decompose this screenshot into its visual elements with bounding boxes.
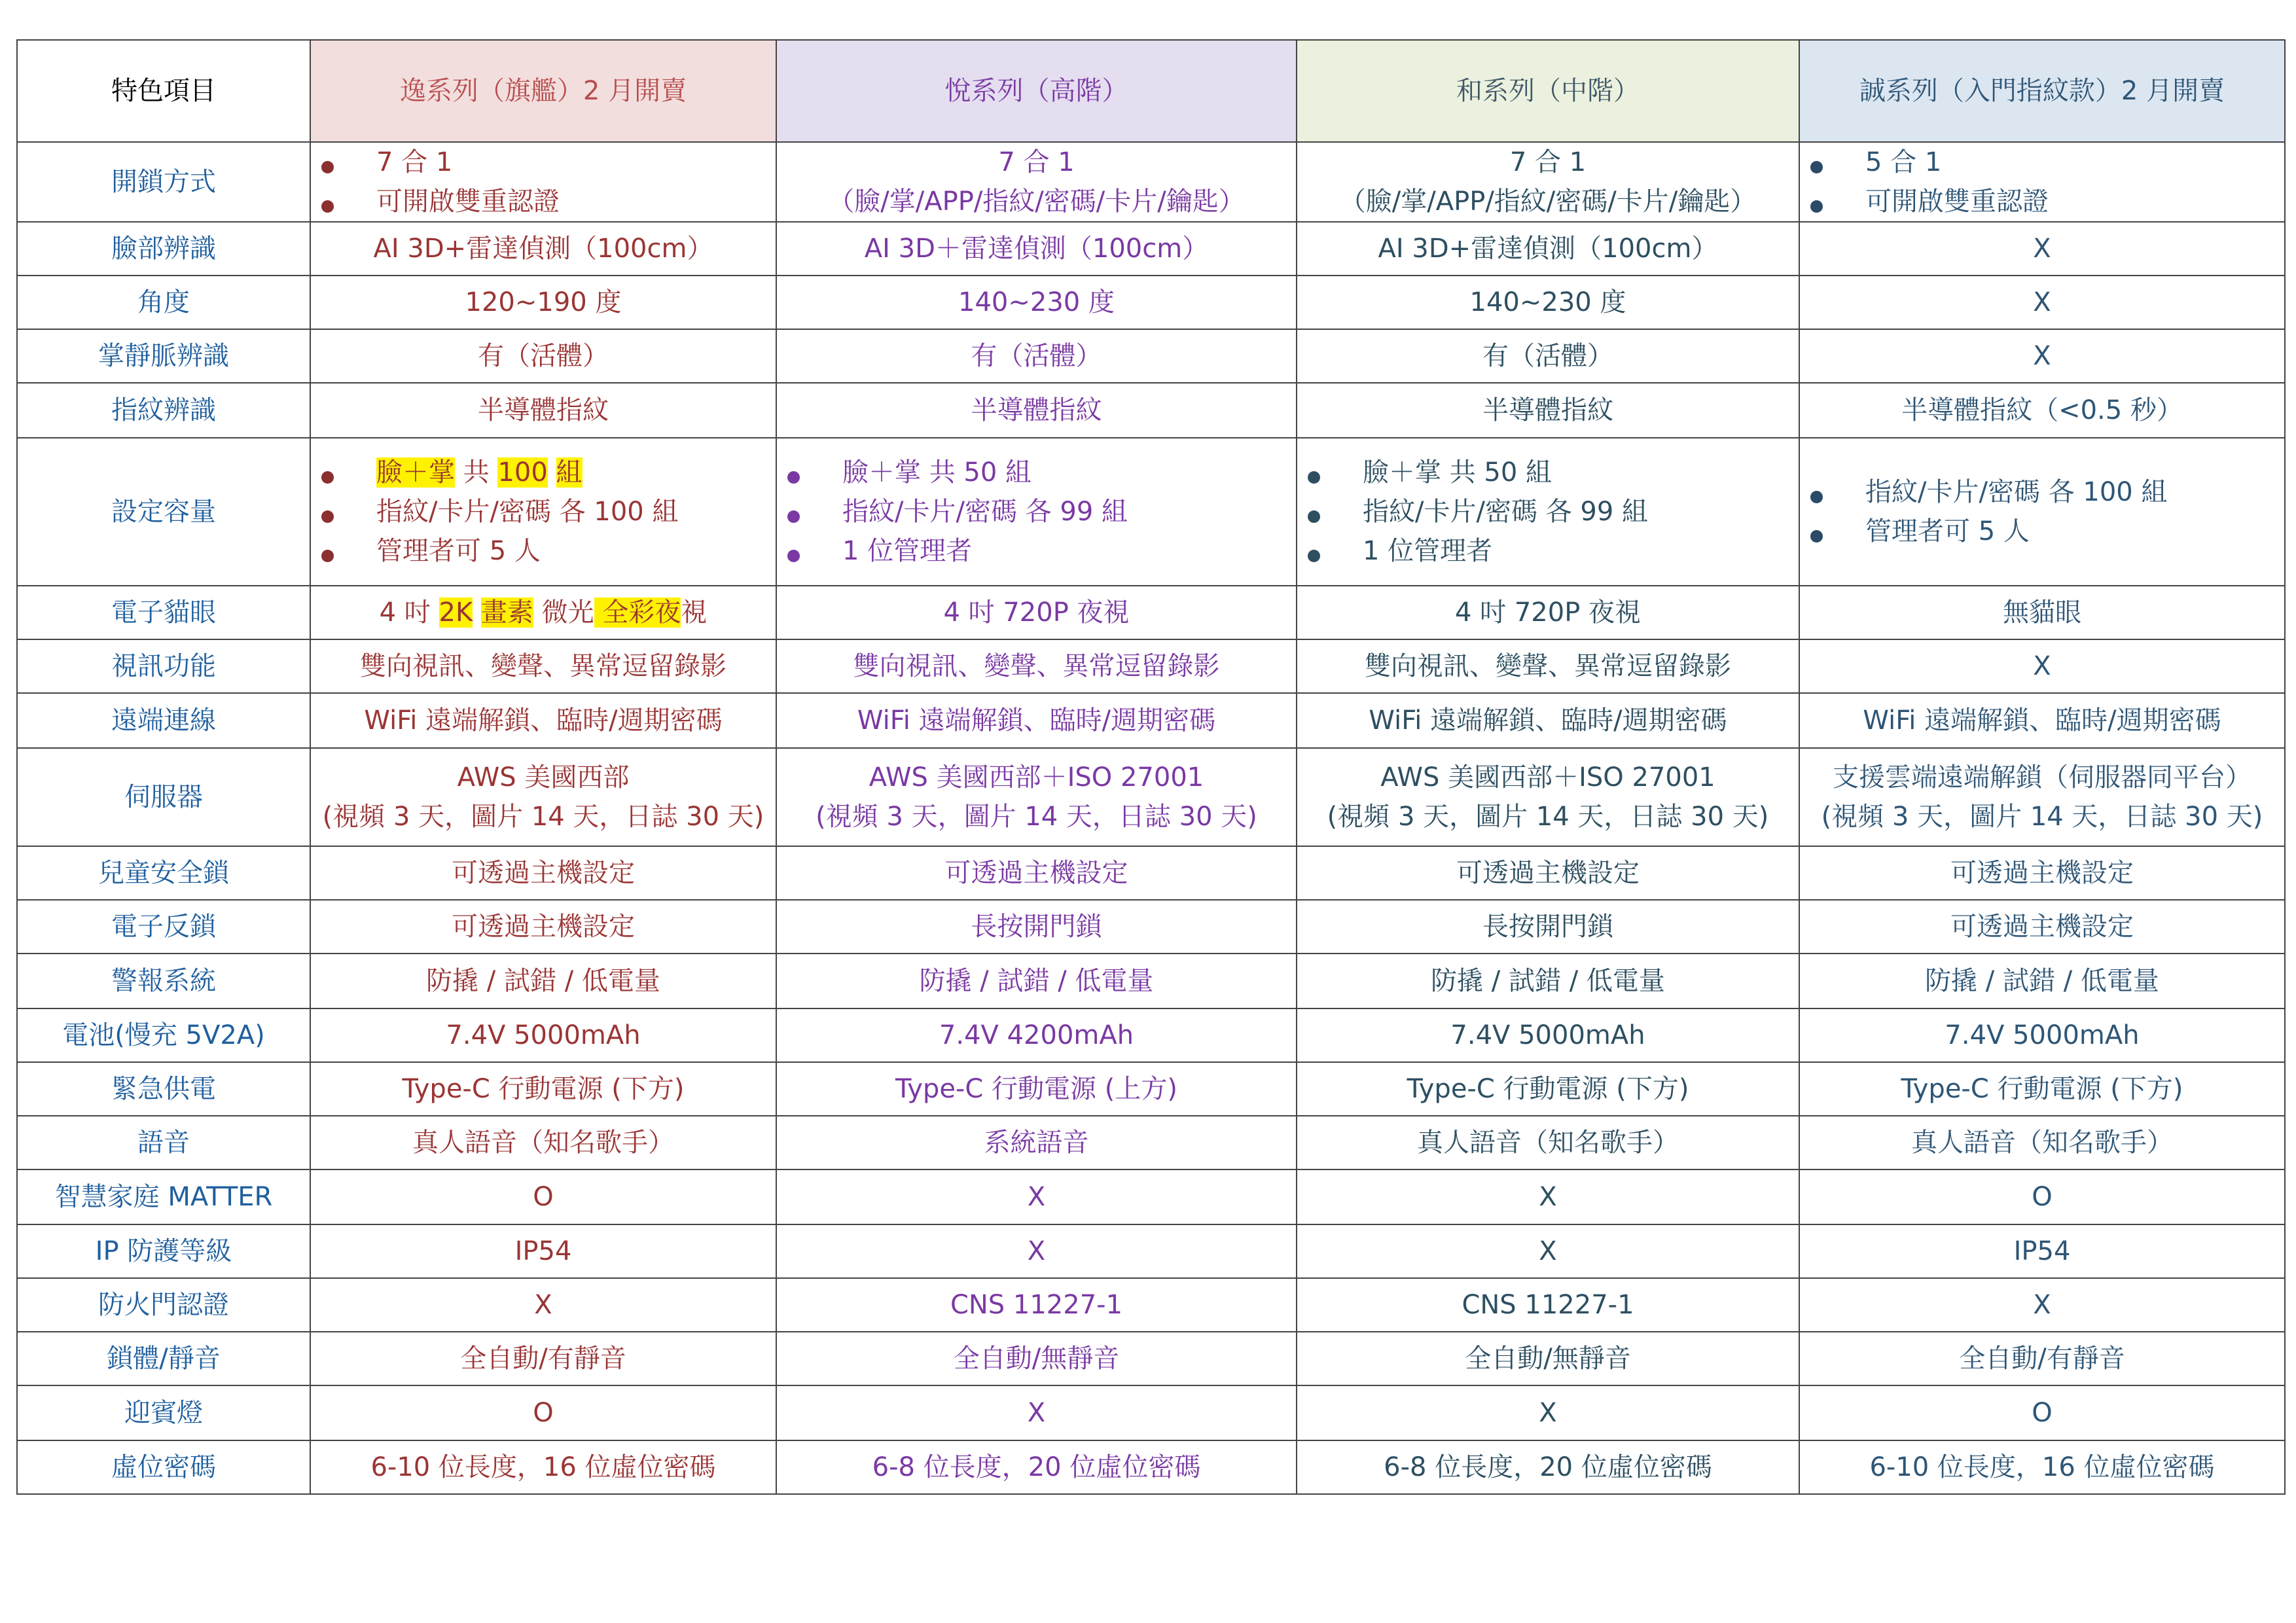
highlight-mark: 畫素 [480,597,533,628]
cell-yue [776,1116,1297,1169]
cell-text: (視頻 3 天，圖片 14 天，日誌 30 天) [816,802,1257,832]
cell-text: (視頻 3 天，圖片 14 天，日誌 30 天) [1327,802,1769,832]
cell-text: 指紋/卡片/密碼 各 100 組 [1865,477,2168,507]
cell-text: 半導體指紋 [478,395,609,425]
cell-text: CNS 11227-1 [950,1290,1123,1320]
bullet-item [1304,453,1792,492]
highlight-mark: 臉＋掌 [376,457,455,488]
feature-name: 視訊功能 [17,639,310,693]
cell-text: 全自動/無靜音 [953,1344,1120,1374]
cell-text: 120~190 度 [465,287,622,317]
cell-line [317,797,769,836]
cell-text: 真人語音（知名歌手） [1911,1128,2173,1158]
cell-text: Type-C 行動電源 (下方) [402,1074,685,1104]
highlight-mark: 100 [497,457,548,488]
cell-text: 全自動/無靜音 [1465,1344,1631,1374]
cell-cheng [1799,438,2285,586]
feature-name: 設定容量 [17,438,310,586]
bullet-item [317,492,769,531]
cell-yi [310,1278,776,1332]
cell-text: X [2033,1290,2051,1320]
bullet-dot-icon [321,200,334,213]
cell-cheng [1799,639,2285,693]
bullet-dot-icon [787,471,800,484]
cell-text: 半導體指紋（<0.5 秒） [1901,395,2183,425]
cell-text: 長按開門鎖 [1482,912,1613,942]
bullet-dot-icon [1308,510,1320,523]
cell-yi [310,1062,776,1116]
bullet-item [1806,512,2278,551]
cell-text: 半導體指紋 [971,395,1102,425]
cell-yi [310,954,776,1008]
bullet-item [317,531,769,571]
cell-line [1304,182,1792,221]
cell-line [783,182,1289,221]
cell-he [1297,846,1799,900]
cell-text: 系統語音 [984,1128,1089,1158]
cell-text: 7.4V 5000mAh [446,1020,641,1050]
cell-text: X [2033,287,2051,317]
cell-yue [776,438,1297,586]
cell-he [1297,1332,1799,1385]
cell-yi [310,329,776,383]
bullet-item [783,453,1289,492]
cell-cheng [1799,1385,2285,1440]
bullet-item [1304,531,1792,571]
table-row [17,693,2285,748]
cell-he [1297,748,1799,846]
cell-cheng [1799,1008,2285,1062]
cell-yue [776,1278,1297,1332]
table-row [17,1332,2285,1385]
cell-text: 5 合 1 [1865,147,1942,177]
bullet-dot-icon [1810,200,1823,213]
cell-yue [776,748,1297,846]
table-row [17,639,2285,693]
cell-text: 4 吋 720P 夜視 [943,597,1130,628]
cell-cheng [1799,900,2285,954]
cell-text: 可透過主機設定 [944,858,1128,888]
cell-yue [776,329,1297,383]
cell-yi [310,1224,776,1278]
cell-cheng [1799,329,2285,383]
cell-text: IP54 [2013,1236,2071,1266]
cell-yi [310,748,776,846]
cell-cheng [1799,693,2285,748]
cell-line [1806,797,2278,836]
cell-text: 防撬 / 試錯 / 低電量 [1431,966,1665,996]
cell-text: WiFi 遠端解鎖、臨時/週期密碼 [1863,705,2221,736]
cell-text: O [2032,1398,2053,1428]
cell-cheng [1799,748,2285,846]
table-row [17,1008,2285,1062]
cell-yi [310,693,776,748]
cell-text: WiFi 遠端解鎖、臨時/週期密碼 [1369,705,1727,736]
cell-yue [776,639,1297,693]
cell-text: 7.4V 5000mAh [1450,1020,1645,1050]
table-row [17,900,2285,954]
cell-text: 可透過主機設定 [1456,858,1640,888]
feature-name: 掌靜脈辨識 [17,329,310,383]
cell-text: 雙向視訊、變聲、異常逗留錄影 [853,651,1220,681]
cell-text: AWS 美國西部＋ISO 27001 [1380,762,1715,793]
cell-he [1297,1440,1799,1494]
cell-text: AI 3D+雷達偵測（100cm） [373,234,713,264]
cell-yi [310,900,776,954]
cell-yue [776,1332,1297,1385]
cell-text: 半導體指紋 [1482,395,1613,425]
cell-text: Type-C 行動電源 (下方) [1901,1074,2183,1104]
cell-yi [310,383,776,438]
cell-he [1297,1169,1799,1224]
cell-text: 真人語音（知名歌手） [1417,1128,1679,1158]
cell-text: AI 3D+雷達偵測（100cm） [1378,234,1718,264]
cell-cheng [1799,383,2285,438]
bullet-dot-icon [787,550,800,562]
cell-yi [310,846,776,900]
cell-text: O [2032,1182,2053,1212]
highlight-mark: 全彩夜 [594,597,681,628]
cell-cheng [1799,1116,2285,1169]
cell-text: 有（活體） [478,341,609,371]
feature-name: 緊急供電 [17,1062,310,1116]
cell-text: 7 合 1 [1509,147,1587,177]
cell-text: 可開啟雙重認證 [376,187,560,217]
cell-text: 指紋/卡片/密碼 各 100 組 [376,497,679,527]
cell-text: 6-8 位長度，20 位虛位密碼 [1384,1452,1712,1482]
table-row [17,438,2285,586]
cell-he [1297,1062,1799,1116]
cell-text: 1 位管理者 [842,536,973,566]
cell-text: X [2033,341,2051,371]
bullet-item [1806,143,2278,182]
cell-text: 指紋/卡片/密碼 各 99 組 [842,497,1128,527]
cell-cheng [1799,276,2285,329]
series-header-yi: 逸系列（旗艦）2 月開賣 [310,40,776,142]
cell-text: CNS 11227-1 [1462,1290,1634,1320]
table-row [17,276,2285,329]
table-row [17,222,2285,276]
cell-text: X [1539,1398,1557,1428]
cell-text: (視頻 3 天，圖片 14 天，日誌 30 天) [1821,802,2263,832]
cell-yue [776,1169,1297,1224]
feature-name: 電子反鎖 [17,900,310,954]
cell-text: 長按開門鎖 [971,912,1102,942]
cell-text: X [1027,1398,1046,1428]
table-row [17,954,2285,1008]
bullet-dot-icon [321,550,334,562]
cell-he [1297,383,1799,438]
cell-cheng [1799,586,2285,639]
cell-line [783,758,1289,797]
cell-he [1297,1385,1799,1440]
comparison-table [16,39,2286,1495]
cell-text: 6-8 位長度，20 位虛位密碼 [872,1452,1201,1482]
cell-yi [310,222,776,276]
feature-name: 語音 [17,1116,310,1169]
feature-column-header: 特色項目 [17,40,310,142]
bullet-dot-icon [1308,550,1320,562]
feature-name: 開鎖方式 [17,142,310,222]
cell-text: AWS 美國西部 [457,762,630,793]
cell-line [783,797,1289,836]
cell-yue [776,954,1297,1008]
table-row [17,1278,2285,1332]
table-row [17,846,2285,900]
cell-text: 4 吋 720P 夜視 [1454,597,1641,628]
cell-text: 防撬 / 試錯 / 低電量 [1925,966,2159,996]
cell-line [1806,758,2278,797]
bullet-item [1806,473,2278,512]
cell-cheng [1799,1440,2285,1494]
cell-text: WiFi 遠端解鎖、臨時/週期密碼 [857,705,1216,736]
cell-text: 指紋/卡片/密碼 各 99 組 [1363,497,1648,527]
highlight-mark: 2K [439,597,473,628]
cell-text: 防撬 / 試錯 / 低電量 [919,966,1154,996]
series-header-cheng: 誠系列（入門指紋款）2 月開賣 [1799,40,2285,142]
cell-text: 140~230 度 [1469,287,1626,317]
cell-he [1297,954,1799,1008]
cell-text: O [533,1398,554,1428]
cell-he [1297,276,1799,329]
cell-text: 7.4V 5000mAh [1945,1020,2140,1050]
cell-text: 6-10 位長度，16 位虛位密碼 [370,1452,716,1482]
feature-name: 伺服器 [17,748,310,846]
cell-yue [776,586,1297,639]
feature-name: 指紋辨識 [17,383,310,438]
cell-text: 有（活體） [971,341,1102,371]
cell-yue [776,693,1297,748]
cell-he [1297,586,1799,639]
cell-cheng [1799,222,2285,276]
table-row [17,748,2285,846]
bullet-dot-icon [1810,491,1823,503]
cell-text: 4 吋 2K 畫素 微光 全彩夜視 [379,597,708,628]
cell-text: AI 3D＋雷達偵測（100cm） [864,234,1209,264]
table-row [17,1440,2285,1494]
cell-text: X [2033,234,2051,264]
table-row [17,1385,2285,1440]
cell-text: X [1027,1236,1046,1266]
table-row [17,1224,2285,1278]
cell-text: X [2033,651,2051,681]
cell-yue [776,1008,1297,1062]
table-row [17,1169,2285,1224]
cell-cheng [1799,1332,2285,1385]
feature-name: IP 防護等級 [17,1224,310,1278]
cell-text: WiFi 遠端解鎖、臨時/週期密碼 [364,705,723,736]
feature-name: 角度 [17,276,310,329]
cell-he [1297,329,1799,383]
cell-yi [310,586,776,639]
cell-text: 真人語音（知名歌手） [412,1128,674,1158]
cell-cheng [1799,142,2285,222]
cell-yi [310,276,776,329]
bullet-item [1806,182,2278,221]
cell-he [1297,1224,1799,1278]
cell-text: AWS 美國西部＋ISO 27001 [869,762,1204,793]
cell-cheng [1799,1224,2285,1278]
cell-he [1297,142,1799,222]
cell-he [1297,1008,1799,1062]
cell-yue [776,846,1297,900]
cell-text: IP54 [514,1236,572,1266]
cell-text: （臉/掌/APP/指紋/密碼/卡片/鑰匙） [1339,187,1757,217]
cell-text: 全自動/有靜音 [460,1344,626,1374]
cell-text: 7.4V 4200mAh [939,1020,1134,1050]
highlight-mark: 組 [556,457,583,488]
cell-text: X [1027,1182,1046,1212]
bullet-item [317,453,769,492]
feature-name: 遠端連線 [17,693,310,748]
cell-text: 支援雲端遠端解鎖（伺服器同平台） [1833,762,2251,793]
cell-he [1297,438,1799,586]
cell-he [1297,222,1799,276]
cell-he [1297,1278,1799,1332]
cell-text: (視頻 3 天，圖片 14 天，日誌 30 天) [322,802,764,832]
feature-name: 電池(慢充 5V2A) [17,1008,310,1062]
cell-text: （臉/掌/APP/指紋/密碼/卡片/鑰匙） [828,187,1245,217]
cell-text: 全自動/有靜音 [1959,1344,2125,1374]
feature-name: 智慧家庭 MATTER [17,1169,310,1224]
bullet-dot-icon [1810,530,1823,543]
feature-name: 鎖體/靜音 [17,1332,310,1385]
cell-cheng [1799,1062,2285,1116]
feature-name: 迎賓燈 [17,1385,310,1440]
cell-text: 管理者可 5 人 [1865,516,2030,546]
bullet-dot-icon [321,161,334,173]
cell-yue [776,1224,1297,1278]
table-row [17,586,2285,639]
cell-text: 可透過主機設定 [1950,912,2134,942]
cell-text: 7 合 1 [998,147,1075,177]
cell-yi [310,142,776,222]
bullet-dot-icon [321,510,334,523]
bullet-dot-icon [1810,161,1823,173]
cell-yue [776,900,1297,954]
cell-yue [776,142,1297,222]
table-row [17,1116,2285,1169]
cell-yi [310,1169,776,1224]
series-header-yue: 悅系列（高階） [776,40,1297,142]
cell-text: Type-C 行動電源 (上方) [895,1074,1177,1104]
feature-name: 電子貓眼 [17,586,310,639]
cell-text: X [1539,1182,1557,1212]
cell-text: 7 合 1 [376,147,453,177]
cell-yi [310,1116,776,1169]
cell-he [1297,1116,1799,1169]
cell-yi [310,438,776,586]
cell-cheng [1799,1278,2285,1332]
cell-text: 雙向視訊、變聲、異常逗留錄影 [360,651,726,681]
feature-name: 防火門認證 [17,1278,310,1332]
cell-yi [310,1385,776,1440]
cell-yue [776,222,1297,276]
feature-name: 臉部辨識 [17,222,310,276]
cell-text: 無貓眼 [2003,597,2081,628]
feature-name: 兒童安全鎖 [17,846,310,900]
feature-name: 警報系統 [17,954,310,1008]
cell-line [1304,797,1792,836]
cell-yue [776,383,1297,438]
cell-yi [310,1332,776,1385]
cell-text: 防撬 / 試錯 / 低電量 [426,966,660,996]
cell-yi [310,639,776,693]
cell-text: 1 位管理者 [1363,536,1493,566]
cell-yue [776,1062,1297,1116]
bullet-item [783,531,1289,571]
cell-cheng [1799,954,2285,1008]
cell-text: 臉＋掌 共 50 組 [1363,457,1552,488]
bullet-item [1304,492,1792,531]
bullet-item [317,182,769,221]
cell-text: 雙向視訊、變聲、異常逗留錄影 [1365,651,1731,681]
cell-he [1297,900,1799,954]
series-header-he: 和系列（中階） [1297,40,1799,142]
cell-text: 臉＋掌 共 50 組 [842,457,1032,488]
comparison-sheet [16,39,2284,1495]
cell-text: 可透過主機設定 [1950,858,2134,888]
table-row [17,142,2285,222]
table-row [17,383,2285,438]
cell-text: X [534,1290,552,1320]
table-row [17,329,2285,383]
cell-line [317,758,769,797]
cell-text: 140~230 度 [958,287,1115,317]
bullet-item [783,492,1289,531]
cell-text: O [533,1182,554,1212]
cell-cheng [1799,846,2285,900]
cell-yue [776,1385,1297,1440]
cell-text: Type-C 行動電源 (下方) [1407,1074,1689,1104]
cell-line [1304,143,1792,182]
cell-yue [776,1440,1297,1494]
cell-he [1297,693,1799,748]
cell-text: 臉＋掌 共 100 組 [376,457,583,488]
feature-name: 虛位密碼 [17,1440,310,1494]
cell-he [1297,639,1799,693]
cell-text: 有（活體） [1482,341,1613,371]
cell-yue [776,276,1297,329]
bullet-dot-icon [1308,471,1320,484]
cell-line [783,143,1289,182]
header-row [17,40,2285,142]
cell-yi [310,1008,776,1062]
cell-text: 可透過主機設定 [452,858,635,888]
cell-text: 可透過主機設定 [452,912,635,942]
bullet-dot-icon [787,510,800,523]
cell-cheng [1799,1169,2285,1224]
bullet-dot-icon [321,471,334,484]
cell-yi [310,1440,776,1494]
cell-text: 6-10 位長度，16 位虛位密碼 [1869,1452,2215,1482]
cell-text: 管理者可 5 人 [376,536,541,566]
cell-text: 可開啟雙重認證 [1865,187,2049,217]
bullet-item [317,143,769,182]
cell-text: X [1539,1236,1557,1266]
cell-line [1304,758,1792,797]
table-row [17,1062,2285,1116]
